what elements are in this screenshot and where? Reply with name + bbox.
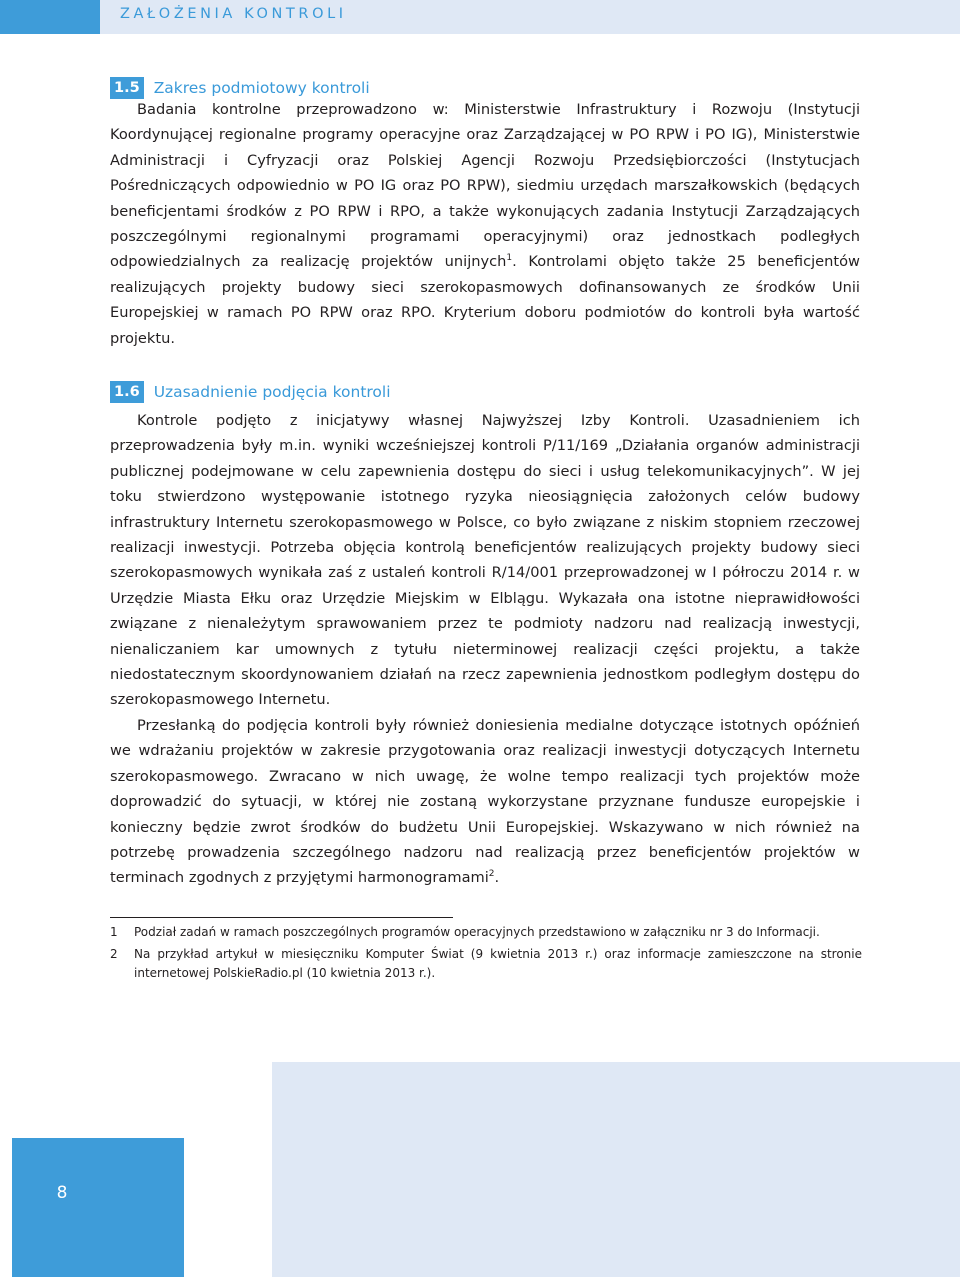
- footnote-number: 1: [110, 925, 118, 939]
- page-number-block: [12, 1138, 184, 1277]
- footnote-number: 2: [110, 947, 118, 961]
- paragraph-text: Przesłanką do podjęcia kontroli były również doniesienia medialne dotyczące istotnych opóźnień we wdrażaniu projektów w zakresie przygotowania oraz realizacji inwestycji dotyczących Internetu szerokopasmowego. Zwracano w nich uwagę, że wolne tempo realizacji tych projektów może doprowadzić do sytuacji, w której nie zostaną wykorzystane przyznane fundusze europejskie i konieczny będzie zwrot środków do budżetu Unii Europejskiej. Wskazywano w nich również na potrzebę prowadzenia szczególnego nadzoru nad realizacją przez beneficjentów projektów w terminach zgodnych z przyjętymi harmonogramami: [110, 717, 860, 887]
- paragraph-scope: [110, 97, 860, 351]
- section-number: 1.5: [110, 77, 144, 99]
- paragraph-text: Badania kontrolne przeprowadzono w: Ministerstwie Infrastruktury i Rozwoju (Instytucji Koordynującej regionalne programy operacyjne oraz Zarządzającej w PO RPW i PO IG), Ministerstwie Administracji i Cyfryzacji oraz Polskiej Agencji Rozwoju Przedsiębiorczości (Instytucjach Pośredniczących odpowiednio w PO IG oraz PO RPW), siedmiu urzędach marszałkowskich (będących beneficjentami środków z PO RPW i RPO, a także wykonujących zadania Instytucji Zarządzających poszczególnymi regionalnymi programami operacyjnymi) oraz jednostkach podległych odpowiedzialnych za realizację projektów unijnych: [110, 101, 860, 271]
- section-number: 1.6: [110, 381, 144, 403]
- page-number: 8: [56, 1183, 68, 1203]
- section-title: Uzasadnienie podjęcia kontroli: [153, 383, 391, 401]
- section-heading-1-6: [110, 381, 391, 403]
- section-title: Zakres podmiotowy kontroli: [153, 79, 370, 97]
- paragraph-justification: Kontrole podjęto z inicjatywy własnej Najwyższej Izby Kontroli. Uzasadnieniem ich przeprowadzenia były m.in. wyniki wcześniejszej kontroli P/11/169 „Działania organów administracji publicznej podejmowane w celu zapewnienia dostępu do sieci i usług telekomunikacyjnych”. W jej toku stwierdzono występowanie istotnego ryzyka nieosiągnięcia założonych celów budowy infrastruktury Internetu szerokopasmowego w Polsce, co było związane z niskim stopniem rzeczowej realizacji inwestycji. Potrzeba objęcia kontrolą beneficjentów realizujących projekty budowy sieci szerokopasmowych wynikała zaś z ustaleń kontroli R/14/001 przeprowadzonej w I półroczu 2014 r. w Urzędzie Miasta Ełku oraz Urzędzie Miejskim w Elblągu. Wykazała ona istotne nieprawidłowości związane z nienależytym sprawowaniem przez te podmioty nadzoru nad realizacją inwestycji, nienaliczaniem kar umownych z tytułu nieterminowej realizacji części projektu, a także niedostatecznym skoordynowaniem działań na rzecz zapewnienia jednostkom podległym dostępu do szerokopasmowego Internetu.: [110, 412, 860, 709]
- footnote-text: Podział zadań w ramach poszczególnych programów operacyjnych przedstawiono w załączniku nr 3 do Informacji.: [134, 925, 820, 939]
- footnote-text: Na przykład artykuł w miesięczniku Komputer Świat (9 kwietnia 2013 r.) oraz informacje zamieszczone na stronie internetowej PolskieRadio.pl (10 kwietnia 2013 r.).: [134, 947, 862, 980]
- paragraph-text: . Kontrolami objęto także 25 beneficjentów realizujących projekty budowy sieci szerokopasmowych dofinansowanych ze środków Unii Europejskiej w ramach PO RPW oraz RPO. Kryterium doboru podmiotów do kontroli była wartość projektu.: [110, 253, 860, 347]
- header-accent-block: [0, 0, 100, 34]
- paragraph-media-reports: [110, 713, 860, 891]
- footnote-ref[interactable]: 1: [506, 253, 513, 264]
- footnote-divider: [110, 917, 453, 918]
- section-heading-1-5: [110, 77, 370, 99]
- footnote-ref[interactable]: 2: [488, 869, 495, 880]
- running-header: ZAŁOŻENIA KONTROLI: [120, 6, 347, 22]
- footer-decorative-block: [272, 1062, 960, 1277]
- footnote-1: [110, 923, 862, 942]
- paragraph-text: .: [494, 869, 500, 887]
- footnote-2: [110, 945, 862, 983]
